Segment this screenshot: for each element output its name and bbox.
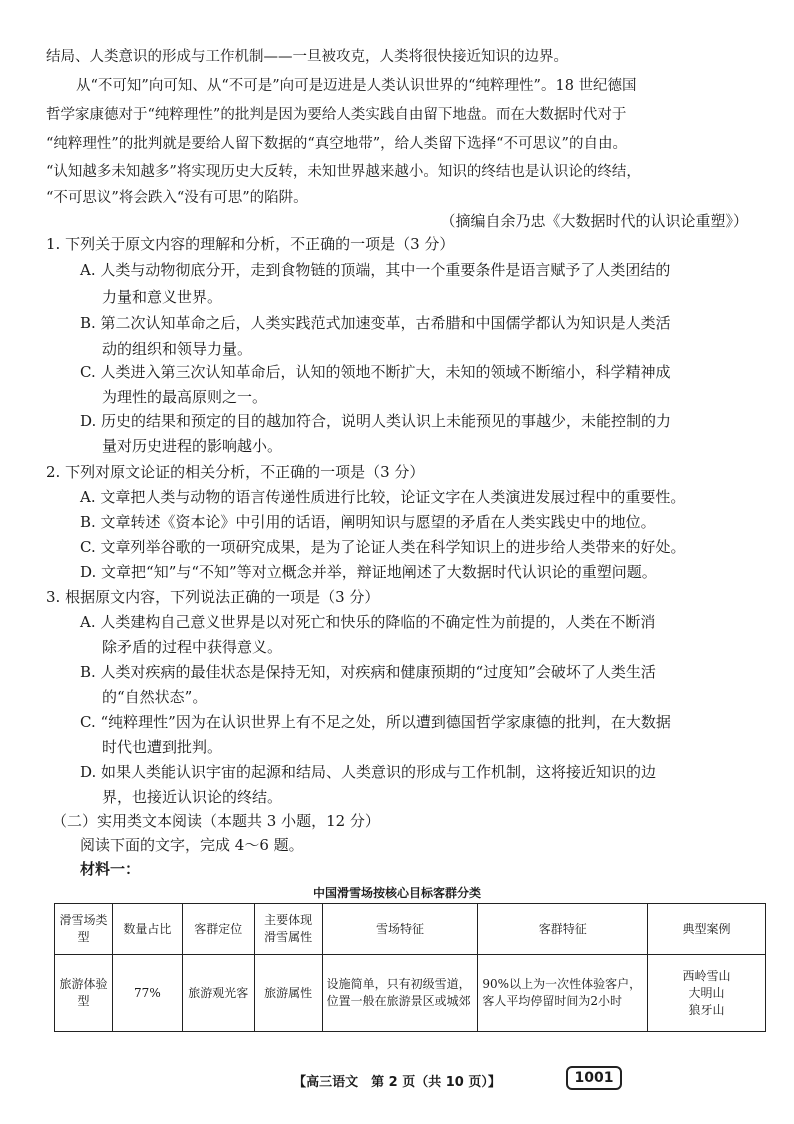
question-2-option-a: A. 文章把人类与动物的语言传递性质进行比较，论证文字在人类演进发展过程中的重要性。 [80,488,686,506]
question-3-option-d-cont: 界，也接近认识论的终结。 [102,788,283,806]
passage-line-1: 结局、人类意识的形成与工作机制——一旦被攻克，人类将很快接近知识的边界。 [46,49,568,65]
passage-source: （摘编自余乃忠《大数据时代的认识论重塑》） [440,212,748,230]
question-2-stem: 2. 下列对原文论证的相关分析，不正确的一项是（3 分） [46,463,425,481]
question-2-option-b: B. 文章转述《资本论》中引用的话语，阐明知识与愿望的矛盾在人类实践史中的地位。 [80,513,656,531]
passage-line-5: “认知越多未知越多”将实现历史大反转，未知世界越来越小。知识的终结也是认识论的终结， [46,164,641,180]
table-caption: 中国滑雪场按核心目标客群分类 [312,886,481,900]
question-3-option-a: A. 人类建构自己意义世界是以对死亡和快乐的降临的不确定性为前提的，人类在不断消 [80,613,656,631]
cell-positioning: 旅游观光客 [182,955,254,1032]
cell-attribute: 旅游属性 [254,955,322,1032]
question-3-option-a-cont: 除矛盾的过程中获得意义。 [102,638,283,656]
question-1-option-d-cont: 量对历史进程的影响越小。 [102,437,283,455]
question-3-option-b: B. 人类对疾病的最佳状态是保持无知，对疾病和健康预期的“过度知”会破坏了人类生活 [80,663,656,681]
exam-code-badge: 1001 [566,1066,622,1090]
section-heading: （二）实用类文本阅读（本题共 3 小题，12 分） [52,812,380,830]
question-1-option-d: D. 历史的结果和预定的目的越加符合，说明人类认识上未能预见的事越少，未能控制的力 [80,412,672,430]
header-features: 雪场特征 [322,904,478,955]
question-1-option-b-cont: 动的组织和领导力量。 [102,340,253,358]
material-label: 材料一： [80,860,141,878]
header-attribute: 主要体现滑雪属性 [254,904,322,955]
question-3-option-d: D. 如果人类能认识宇宙的起源和结局、人类意识的形成与工作机制，这将接近知识的边 [80,763,657,781]
table-row [55,955,766,1032]
passage-line-3: 哲学家康德对于“纯粹理性”的批判是因为要给人类实践自由留下地盘。而在大数据时代对于 [46,107,627,123]
cell-ratio: 77% [112,955,182,1032]
section-instruction: 阅读下面的文字，完成 4～6 题。 [80,836,304,854]
question-3-stem: 3. 根据原文内容，下列说法正确的一项是（3 分） [46,588,380,606]
cell-features: 设施简单，只有初级雪道，位置一般在旅游景区或城郊 [322,955,478,1032]
header-positioning: 客群定位 [182,904,254,955]
question-2-option-c: C. 文章列举谷歌的一项研究成果，是为了论证人类在科学知识上的进步给人类带来的好处。 [80,538,686,556]
cell-customers: 90%以上为一次性体验客户，客人平均停留时间为2小时 [478,955,648,1032]
question-2-option-d: D. 文章把“知”与“不知”等对立概念并举，辩证地阐述了大数据时代认识论的重塑问题。 [80,563,657,581]
passage-line-6: “不可思议”将会跌入“没有可思”的陷阱。 [46,190,308,206]
question-3-option-b-cont: 的“自然状态”。 [102,688,208,706]
question-3-option-c-cont: 时代也遭到批判。 [102,738,223,756]
question-1-stem: 1. 下列关于原文内容的理解和分析，不正确的一项是（3 分） [46,235,455,253]
question-1-option-c: C. 人类进入第三次认知革命后，认知的领地不断扩大，未知的领域不断缩小，科学精神成 [80,363,671,381]
question-1-option-a: A. 人类与动物彻底分开，走到食物链的顶端，其中一个重要条件是语言赋予了人类团结的 [80,261,671,279]
header-ratio: 数量占比 [112,904,182,955]
cell-type: 旅游体验型 [55,955,113,1032]
question-1-option-c-cont: 为理性的最高原则之一。 [102,388,268,406]
case-3: 狼牙山 [688,1002,725,1017]
cell-cases [648,955,766,1032]
table-header-row [55,904,766,955]
header-type: 滑雪场类型 [55,904,113,955]
passage-line-2: 从“不可知”向可知、从“不可是”向可是迈进是人类认识世界的“纯粹理性”。18 世纪德国 [76,78,637,94]
page-footer: 【高三语文 第 2 页（共 10 页）】 [293,1075,501,1090]
case-2: 大明山 [688,985,725,1000]
header-cases: 典型案例 [648,904,766,955]
question-1-option-b: B. 第二次认知革命之后，人类实践范式加速变革，古希腊和中国儒学都认为知识是人类活 [80,314,671,332]
customer-classification-table [54,903,766,1032]
passage-line-4: “纯粹理性”的批判就是要给人留下数据的“真空地带”，给人类留下选择“不可思议”的自由。 [46,136,627,152]
question-3-option-c: C. “纯粹理性”因为在认识世界上有不足之处，所以遭到德国哲学家康德的批判，在大数据 [80,713,671,731]
question-1-option-a-cont: 力量和意义世界。 [102,288,223,306]
case-1: 西岭雪山 [682,968,731,983]
header-customers: 客群特征 [478,904,648,955]
